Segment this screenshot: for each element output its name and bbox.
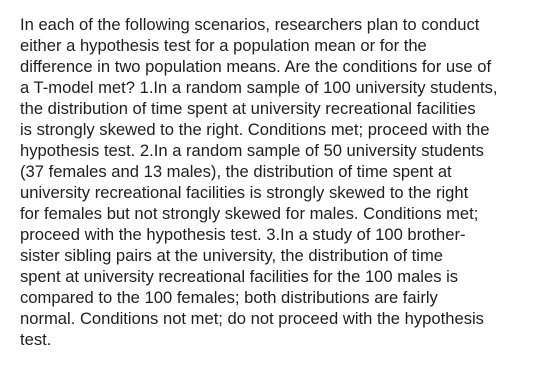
question-text: In each of the following scenarios, researchers plan to conduct either a hypothesis test for a population mean or for the difference in two population means. Are the conditions for use of a T-model met? 1.In a random sample of 100 university students, the distribution of time spent at university recreational facilities is strongly skewed to the right. Conditions met; proceed with the hypothesis test. 2.In a random sample of 50 university students (37 females and 13 males), the distribution of time spent at university recreational facilities is strongly skewed to the right for females but not strongly skewed for males. Conditions met; proceed with the hypothesis test. 3.In a study of 100 brother- sister sibling pairs at the university, the distribution of time spent at university recreational facilities for the 100 males is compared to the 100 females; both distributions are fairly normal. Conditions not met; do not proceed with the hypothesis test. (20, 15, 498, 349)
